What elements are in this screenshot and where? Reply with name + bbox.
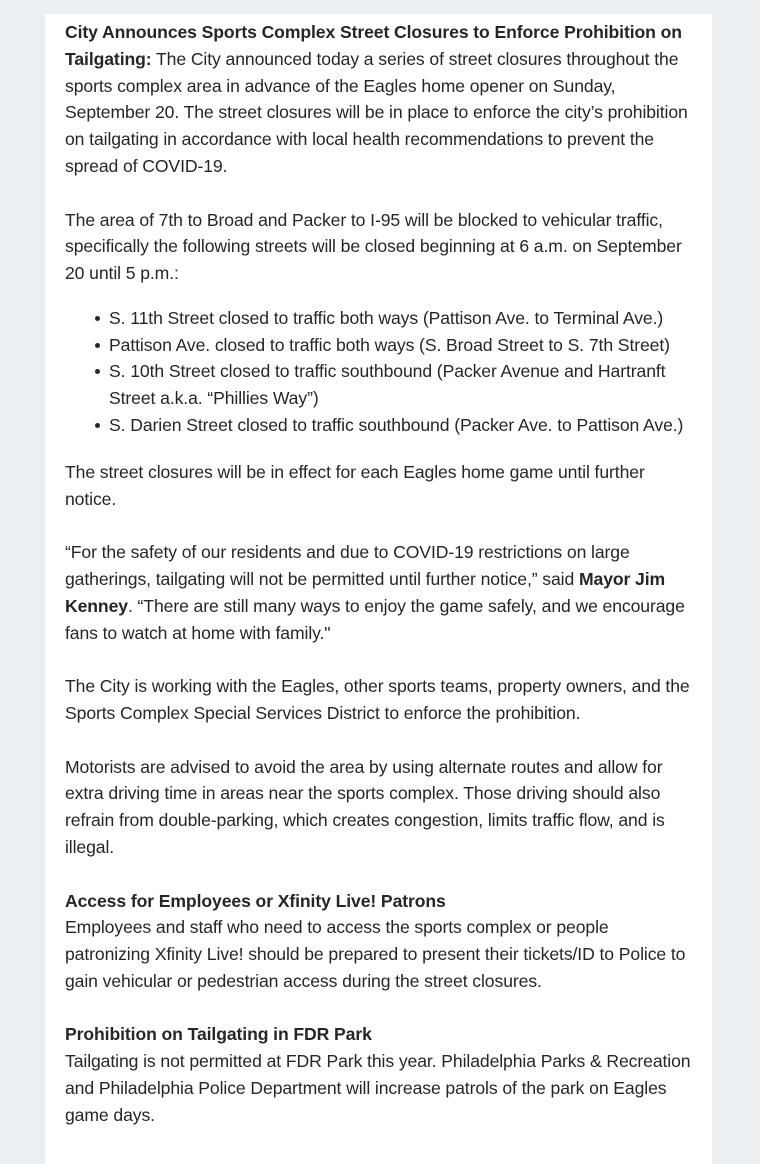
list-item: S. 10th Street closed to traffic southbound (Packer Avenue and Hartranft Street a.k.a. “Phillies Way”) <box>109 358 694 412</box>
quote-speaker: Mayor Jim Kenney <box>65 568 666 616</box>
quote-text-1: “For the safety of our residents and due to COVID-19 restrictions on large gatherings, tailgating will not be permitted until further notice,” said <box>65 542 630 589</box>
closures-list <box>65 305 694 439</box>
list-item: Pattison Ave. closed to traffic both ways (S. Broad Street to S. 7th Street) <box>109 332 694 359</box>
access-heading: Access for Employees or Xfinity Live! Patrons <box>65 890 446 911</box>
area-paragraph: The area of 7th to Broad and Packer to I-95 will be blocked to vehicular traffic, specifically the following streets will be closed beginning at 6 a.m. on September 20 until 5 p.m.: <box>65 209 682 284</box>
article-card <box>45 14 712 1164</box>
quote-text-2: . “There are still many ways to enjoy the game safely, and we encourage fans to watch at home with family." <box>65 595 685 643</box>
motorists-paragraph: Motorists are advised to avoid the area by using alternate routes and allow for extra driving time in areas near the sports complex. Those driving should also refrain from double-parking, which creates congestion, limits traffic flow, and is illegal. <box>65 756 665 857</box>
intro-paragraph <box>65 19 694 180</box>
article-headline: City Announces Sports Complex Street Closures to Enforce Prohibition on Tailgating: <box>65 22 682 69</box>
intro-text: The City announced today a series of street closures throughout the sports complex area in advance of the Eagles home opener on Sunday, September 20. The street closures will be in place to enforce the city’s prohibition on tailgating in accordance with local health recommendations to prevent the spread of COVID-19. <box>65 48 688 176</box>
list-item: S. Darien Street closed to traffic southbound (Packer Ave. to Pattison Ave.) <box>109 412 694 439</box>
list-item: S. 11th Street closed to traffic both ways (Pattison Ave. to Terminal Ave.) <box>109 305 694 332</box>
quote-paragraph <box>65 539 694 646</box>
access-body: Employees and staff who need to access the sports complex or people patronizing Xfinity Live! should be prepared to present their tickets/ID to Police to gain vehicular or pedestrian access during the street closures. <box>65 917 686 991</box>
effect-paragraph: The street closures will be in effect for each Eagles home game until further notice. <box>65 461 645 509</box>
top-bar <box>0 0 760 14</box>
article-body <box>65 19 694 1129</box>
working-paragraph: The City is working with the Eagles, other sports teams, property owners, and the Sports Complex Special Services District to enforce the prohibition. <box>65 676 690 723</box>
fdr-body: Tailgating is not permitted at FDR Park this year. Philadelphia Parks & Recreation and Philadelphia Police Department will increase patrols of the park on Eagles game days. <box>65 1051 691 1125</box>
fdr-heading: Prohibition on Tailgating in FDR Park <box>65 1024 372 1045</box>
fdr-section <box>65 1021 694 1128</box>
access-section <box>65 888 694 995</box>
